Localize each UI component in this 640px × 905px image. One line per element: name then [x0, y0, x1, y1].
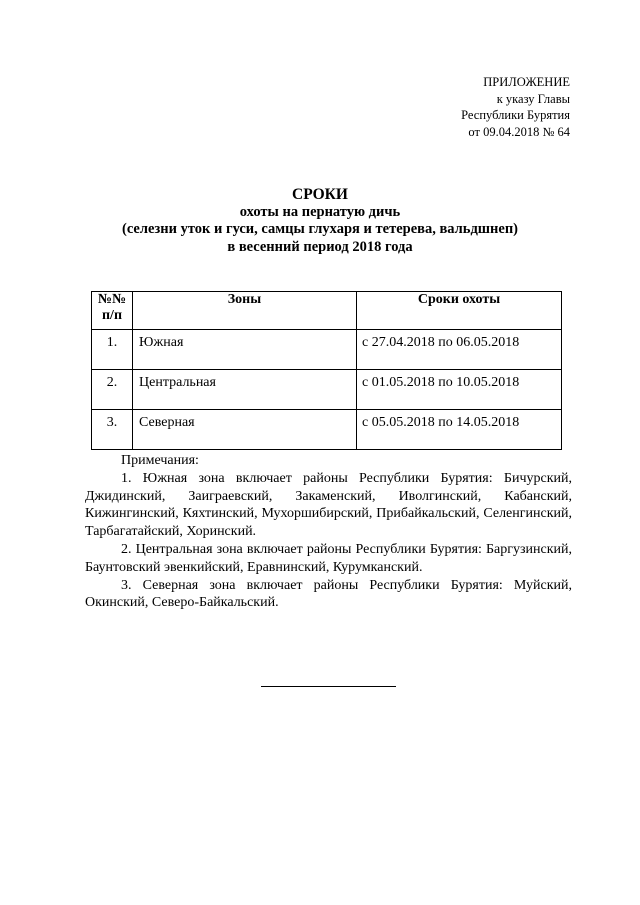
hunting-periods-table — [91, 291, 562, 450]
notes-heading: Примечания: — [121, 453, 199, 468]
note-item: 2. Центральная зона включает районы Республики Бурятия: Баргузинский, Баунтовский эвенкийский, Еравнинский, Курумканский. — [85, 541, 572, 575]
table-row — [92, 370, 562, 410]
table-header-row — [92, 292, 562, 330]
row-dates: с 27.04.2018 по 06.05.2018 — [357, 330, 562, 370]
note-item: 3. Северная зона включает районы Республики Бурятия: Муйский, Окинский, Северо-Байкальский. — [85, 577, 572, 611]
footer-divider — [261, 686, 396, 687]
appendix-republic: Республики Бурятия — [461, 108, 570, 122]
notes-section — [85, 452, 572, 612]
row-dates: с 01.05.2018 по 10.05.2018 — [357, 370, 562, 410]
header-zone: Зоны — [133, 292, 357, 330]
row-zone: Северная — [133, 410, 357, 450]
title-main: СРОКИ — [292, 186, 348, 203]
header-dates: Сроки охоты — [357, 292, 562, 330]
row-number: 1. — [92, 330, 133, 370]
row-number: 3. — [92, 410, 133, 450]
table-row — [92, 410, 562, 450]
title-line-1: охоты на пернатую дичь — [239, 203, 401, 220]
document-title — [0, 186, 640, 256]
row-zone: Южная — [133, 330, 357, 370]
row-zone: Центральная — [133, 370, 357, 410]
table-row — [92, 330, 562, 370]
appendix-date-number: от 09.04.2018 № 64 — [468, 124, 570, 139]
header-number: №№ п/п — [92, 292, 133, 330]
note-item: 1. Южная зона включает районы Республики Бурятия: Бичурский, Джидинский, Заиграевский, Закаменский, Иволгинский, Кабанский, Кижингинский, Кяхтинский, Мухоршибирский, Прибайкальский, Селенгинский, Тарбагатайский, Хоринский. — [85, 470, 572, 540]
appendix-header — [461, 74, 570, 140]
title-line-2: (селезни уток и гуси, самцы глухаря и тетерева, вальдшнеп) — [121, 221, 519, 237]
appendix-decree-ref: к указу Главы — [496, 91, 570, 106]
row-number: 2. — [92, 370, 133, 410]
title-line-3: в весенний период 2018 года — [227, 238, 413, 255]
appendix-title: ПРИЛОЖЕНИЕ — [483, 75, 570, 89]
row-dates: с 05.05.2018 по 14.05.2018 — [357, 410, 562, 450]
